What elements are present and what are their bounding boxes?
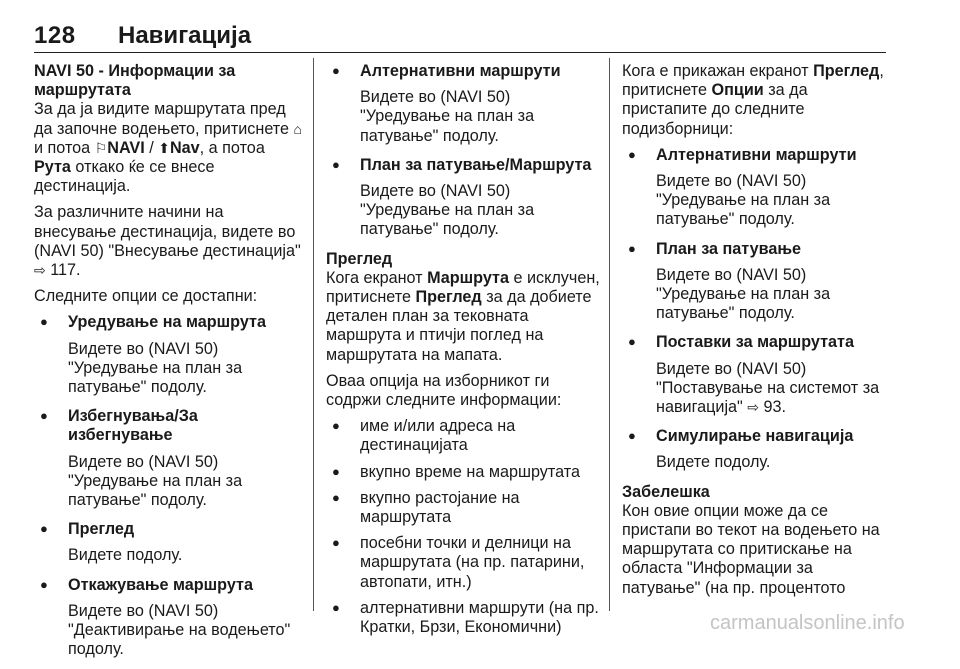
route-label: Маршрута [427, 268, 509, 287]
list-item: ● вкупно време на маршрутата [326, 463, 601, 482]
list-item-desc: Видете во (NAVI 50) "Уредување на план за патување" подолу. [360, 182, 535, 239]
column-divider [313, 58, 314, 611]
page-reference-icon: ⇨ [34, 262, 46, 279]
text: и потоа [34, 138, 95, 157]
watermark: carmanualsonline.info [710, 612, 905, 634]
route-label: Рута [34, 158, 71, 177]
text: за да пристапите до следните подизборници: [622, 81, 808, 138]
overview-label: Преглед [813, 62, 880, 80]
options-label: Опции [711, 81, 764, 100]
text: , а потоа [199, 138, 265, 157]
section-heading: NAVI 50 - Информации за маршрутата [34, 62, 236, 100]
list-item-desc: Видете во (NAVI 50) "Уредување на план за патување" подолу. [656, 172, 831, 229]
overview-paragraph [326, 269, 601, 365]
list-item-desc [656, 360, 892, 418]
list-item-desc: Видете во (NAVI 50) "Уредување на план за патување" подолу. [656, 265, 831, 323]
list-item-desc: Видете во (NAVI 50) "Деактивирање на водењето" подолу. [68, 601, 291, 659]
list-item-title: ● Симулирање навигација [622, 427, 892, 446]
text: за да добиете детален план за тековната маршрута и птичји поглед на маршрутата на мапата. [326, 288, 592, 364]
list-item: ● посебни точки и делници на маршрутата (на пр. патарини, автопати, итн.) [326, 534, 601, 592]
menu-info-paragraph: Оваа опција на изборникот ги содржи следните информации: [326, 371, 562, 410]
column-divider [609, 58, 610, 611]
note-text: Кон овие опции може да се пристапи во текот на водењето на маршрутата со притискање на областа "Информации за патување" (на пр. процентото [622, 501, 880, 597]
list-item-desc: Видете подолу. [656, 453, 771, 472]
list-item-title: ● Избегнувања/За избегнување [34, 407, 302, 445]
list-item-title: ● Алтернативни маршрути [326, 62, 601, 81]
column-2 [326, 62, 601, 644]
list-item-desc: Видете во (NAVI 50) "Уредување на план за патување" подолу. [68, 452, 243, 510]
home-icon: ⌂ [293, 120, 302, 137]
overview-label: Преглед [415, 288, 482, 307]
column-3 [622, 62, 892, 605]
text: откако ќе се внесе дестинација. [34, 158, 215, 196]
list-item-desc: Видете во (NAVI 50) "Уредување на план за патување" подолу. [68, 339, 243, 397]
submenu-intro [622, 62, 892, 139]
page-header [34, 22, 886, 53]
list-item-title: ● Алтернативни маршрути [622, 146, 892, 165]
text: , притиснете [622, 62, 884, 100]
list-item-desc: Видете подолу. [68, 546, 183, 565]
page-number: 128 [34, 22, 76, 49]
options-intro: Следните опции се достапни: [34, 287, 258, 306]
note-heading: Забелешка [622, 482, 710, 501]
intro-paragraph [34, 100, 302, 196]
list-item-title: ● План за патување [622, 240, 892, 259]
list-item-title: ● Уредување на маршрута [34, 313, 302, 332]
list-item: ● вкупно растојание на маршрутата [326, 489, 601, 527]
list-item: ● алтернативни маршрути (на пр. Кратки, Брзи, Економични) [326, 599, 601, 637]
list-item-desc: Видете во (NAVI 50) "Уредување на план за патување" подолу. [360, 88, 535, 145]
text: 117. [45, 261, 81, 280]
nav-label: Nav [169, 138, 200, 157]
text: За различните начини на внесување дестинација, видете во (NAVI 50) "Внесување дестинација" [34, 203, 301, 260]
text: За да ја видите маршрутата пред да започне водењето, притиснете [34, 100, 294, 138]
navi-label: NAVI [107, 138, 145, 157]
destination-paragraph [34, 203, 302, 280]
text: Кога екранот [326, 268, 428, 287]
list-item-title: ● Откажување маршрута [34, 576, 302, 595]
page-reference-icon: ⇨ [747, 399, 760, 416]
page-title: Навигација [118, 22, 252, 49]
section-heading: Преглед [326, 249, 393, 268]
text: / [144, 138, 159, 157]
text: 93. [759, 398, 787, 417]
text: Видете во (NAVI 50) "Поставување на системот за навигација" [656, 359, 880, 417]
navigation-arrow-icon: ⬆ [158, 139, 170, 156]
text: е исклучен, притиснете [326, 268, 600, 307]
list-item-title: ● Поставки за маршрутата [622, 333, 892, 352]
column-1 [34, 62, 302, 669]
list-item: ● име и/или адреса на дестинацијата [326, 417, 601, 455]
flag-icon: ⚐ [94, 139, 108, 156]
list-item-title: ● План за патување/Маршрута [326, 156, 601, 175]
text: Кога е прикажан екранот [622, 62, 814, 80]
list-item-title: ● Преглед [34, 520, 302, 539]
